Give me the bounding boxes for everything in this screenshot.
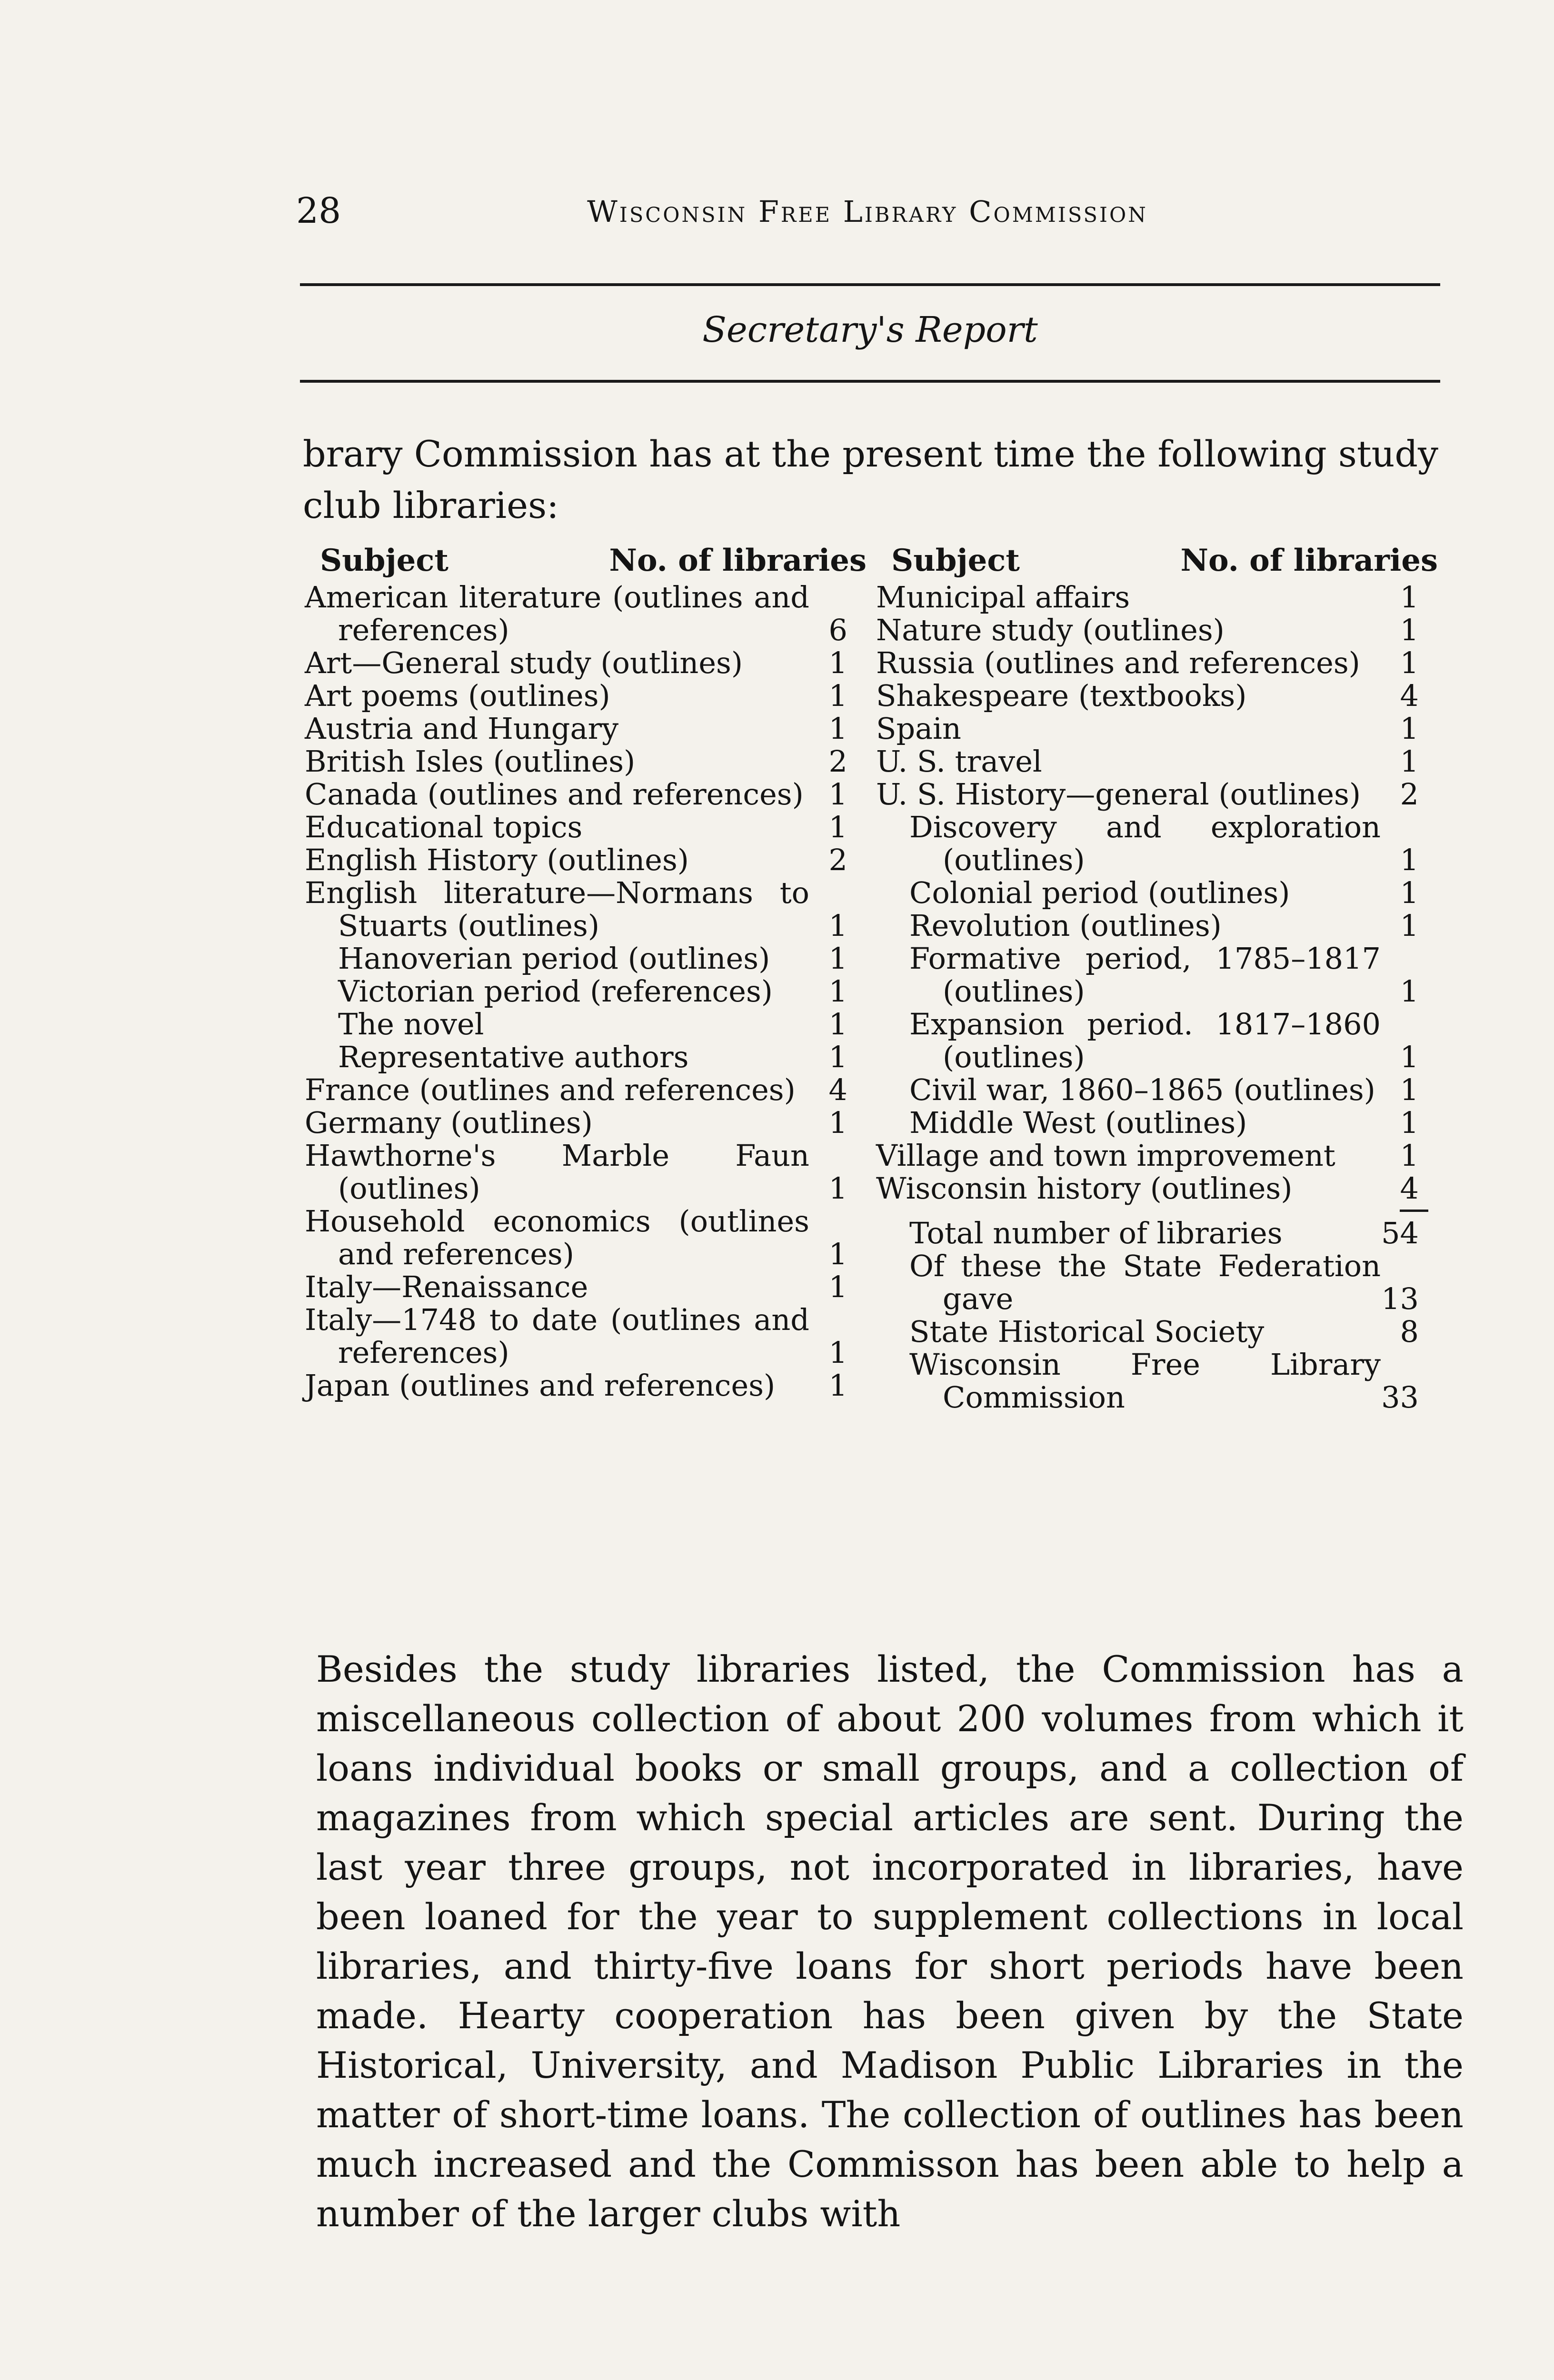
study-library-table: [305, 543, 1438, 1599]
table-row: [876, 811, 1438, 876]
subject-label: Art—General study (outlines): [305, 645, 743, 680]
subject-label: Hanoverian period (outlines): [338, 941, 770, 976]
body-paragraph: Besides the study libraries listed, the Commission has a miscellaneous collection of about 200 volumes from which it loans individual books or small groups, and a collection of magazines from which special articles are sent. During the last year three groups, not incorporated in libraries, have been loaned for the year to supplement collections in local libraries, and thirty-five loans for short periods have been made. Hearty cooperation has been given by the State Historical, University, and Madison Public Libraries in the matter of short-time loans. The collection of outlines has been much increased and the Commisson has been able to help a number of the larger clubs with: [316, 1648, 1464, 2235]
library-count: 1: [1400, 974, 1419, 1009]
intro-paragraph: brary Commission has at the present time the following study club libraries:: [303, 433, 1438, 526]
library-count: 2: [828, 744, 847, 779]
subject-label: Japan (outlines and references): [305, 1368, 776, 1403]
table-row: [876, 1172, 1438, 1205]
subject-label: Italy—Renaissance: [305, 1269, 588, 1304]
library-count: 1: [828, 678, 847, 713]
library-count: 1: [828, 1007, 847, 1041]
table-row: [305, 745, 867, 778]
header-rule-bottom: [300, 380, 1440, 383]
library-count: 1: [1400, 744, 1419, 779]
subject-label: France (outlines and references): [305, 1072, 796, 1107]
table-row: [876, 712, 1438, 745]
library-count: 33: [1381, 1380, 1419, 1415]
table-row: [305, 1008, 867, 1041]
library-count: 1: [1400, 580, 1419, 615]
header-rule-top: [300, 283, 1440, 286]
subject-label: Spain: [876, 711, 961, 746]
table-row: [876, 876, 1438, 909]
library-count: 4: [1400, 678, 1419, 713]
subject-label: Nature study (outlines): [876, 613, 1225, 647]
library-count: 1: [1400, 711, 1419, 746]
library-count: 4: [828, 1072, 847, 1107]
table-row: [876, 679, 1438, 712]
table-row: [876, 581, 1438, 614]
table-row: [305, 1041, 867, 1073]
table-row: [876, 1139, 1438, 1172]
library-count: 4: [1400, 1171, 1419, 1206]
left-entries: [305, 581, 867, 1402]
table-row: [876, 745, 1438, 778]
table-row: [305, 1369, 867, 1402]
library-count: 1: [1400, 875, 1419, 910]
subject-label: Village and town improvement: [876, 1138, 1335, 1173]
subject-label: Civil war, 1860–1865 (outlines): [909, 1072, 1375, 1107]
table-row: [305, 1303, 867, 1369]
subject-label: The novel: [338, 1007, 484, 1041]
library-count: 8: [1400, 1314, 1419, 1349]
subject-label: Shakespeare (textbooks): [876, 678, 1247, 713]
table-row: [305, 843, 867, 876]
table-row: [305, 679, 867, 712]
table-row: [305, 942, 867, 975]
subject-label: Wisconsin history (outlines): [876, 1171, 1293, 1206]
table-row: [305, 646, 867, 679]
library-count: 1: [828, 711, 847, 746]
subject-label: Municipal affairs: [876, 580, 1130, 615]
count-header: No. of libraries: [609, 543, 867, 578]
table-row: [876, 1315, 1438, 1348]
table-row: [876, 646, 1438, 679]
table-row: [305, 1106, 867, 1139]
total-divider: [1400, 1210, 1428, 1212]
subject-label: Formative period, 1785–1817 (outlines): [909, 941, 1381, 1009]
table-row: [876, 1217, 1438, 1250]
subject-label: Hawthorne's Marble Faun (outlines): [305, 1138, 809, 1206]
library-count: 1: [828, 1269, 847, 1304]
subject-label: Expansion period. 1817–1860 (outlines): [909, 1007, 1381, 1074]
library-count: 2: [1400, 777, 1419, 812]
library-count: 1: [828, 1368, 847, 1403]
library-count: 13: [1381, 1281, 1419, 1316]
library-count: 1: [828, 777, 847, 812]
subject-label: English History (outlines): [305, 843, 689, 877]
subject-label: Colonial period (outlines): [909, 875, 1290, 910]
left-column-header: [305, 543, 867, 581]
subject-label: State Historical Society: [909, 1314, 1265, 1349]
subject-label: American literature (outlines and references): [305, 580, 809, 647]
subject-label: Victorian period (references): [338, 974, 773, 1009]
table-row: [305, 876, 867, 942]
table-row: [876, 909, 1438, 942]
library-count: 1: [1400, 1105, 1419, 1140]
library-count: 1: [828, 1105, 847, 1140]
table-row: [305, 1270, 867, 1303]
table-row: [876, 614, 1438, 646]
subject-label: English literature—Normans to Stuarts (outlines): [305, 875, 809, 943]
subject-label: Germany (outlines): [305, 1105, 593, 1140]
section-title: Secretary's Report: [702, 309, 1038, 350]
subject-label: Revolution (outlines): [909, 908, 1222, 943]
subject-label: Italy—1748 to date (outlines and references): [305, 1302, 809, 1370]
library-count: 1: [828, 810, 847, 844]
table-row: [305, 1073, 867, 1106]
table-row: [876, 1348, 1438, 1414]
table-row: [305, 1139, 867, 1205]
table-row: [876, 1106, 1438, 1139]
library-count: 1: [828, 645, 847, 680]
library-count: 2: [828, 843, 847, 877]
subject-label: Educational topics: [305, 810, 583, 844]
table-row: [876, 778, 1438, 811]
subject-label: Wisconsin Free Library Commission: [909, 1347, 1381, 1415]
subject-label: Art poems (outlines): [305, 678, 610, 713]
table-row: [876, 1073, 1438, 1106]
subject-label: Total number of libraries: [909, 1216, 1283, 1250]
right-column: [876, 543, 1438, 1414]
table-row: [305, 1205, 867, 1270]
subject-label: Middle West (outlines): [909, 1105, 1247, 1140]
library-count: 1: [828, 1237, 847, 1271]
subject-label: Household economics (outlines and references): [305, 1204, 809, 1271]
subject-header: Subject: [320, 543, 448, 578]
library-count: 1: [1400, 1138, 1419, 1173]
right-entries: [876, 581, 1438, 1205]
library-count: 1: [828, 1040, 847, 1074]
right-column-header: [876, 543, 1438, 581]
subject-label: Discovery and exploration (outlines): [909, 810, 1381, 877]
running-title: Wisconsin Free Library Commission: [587, 194, 1148, 229]
table-row: [305, 975, 867, 1008]
table-row: [305, 778, 867, 811]
library-count: 1: [1400, 613, 1419, 647]
count-header: No. of libraries: [1180, 543, 1438, 578]
library-count: 1: [1400, 645, 1419, 680]
library-count: 1: [828, 1335, 847, 1370]
subject-label: Canada (outlines and references): [305, 777, 804, 812]
subject-label: Representative authors: [338, 1040, 689, 1074]
library-count: 1: [1400, 1072, 1419, 1107]
library-count: 54: [1381, 1216, 1419, 1250]
subject-label: U. S. travel: [876, 744, 1042, 779]
page-number: 28: [296, 190, 341, 231]
table-row: [876, 1250, 1438, 1315]
library-count: 1: [828, 974, 847, 1009]
library-count: 1: [828, 941, 847, 976]
library-count: 1: [1400, 908, 1419, 943]
library-count: 1: [828, 908, 847, 943]
subject-label: Austria and Hungary: [305, 711, 619, 746]
library-count: 1: [1400, 1040, 1419, 1074]
library-count: 1: [828, 1171, 847, 1206]
subject-label: U. S. History—general (outlines): [876, 777, 1361, 812]
page-header: [296, 190, 1439, 243]
library-count: 1: [1400, 843, 1419, 877]
table-row: [305, 581, 867, 646]
library-count: 6: [828, 613, 847, 647]
table-row: [876, 1008, 1438, 1073]
table-row: [305, 712, 867, 745]
subject-header: Subject: [891, 543, 1020, 578]
table-row: [305, 811, 867, 843]
subject-label: British Isles (outlines): [305, 744, 636, 779]
left-column: [305, 543, 867, 1402]
table-row: [876, 942, 1438, 1008]
subject-label: Russia (outlines and references): [876, 645, 1360, 680]
subject-label: Of these the State Federation gave: [909, 1249, 1381, 1316]
total-entries: [876, 1217, 1438, 1414]
